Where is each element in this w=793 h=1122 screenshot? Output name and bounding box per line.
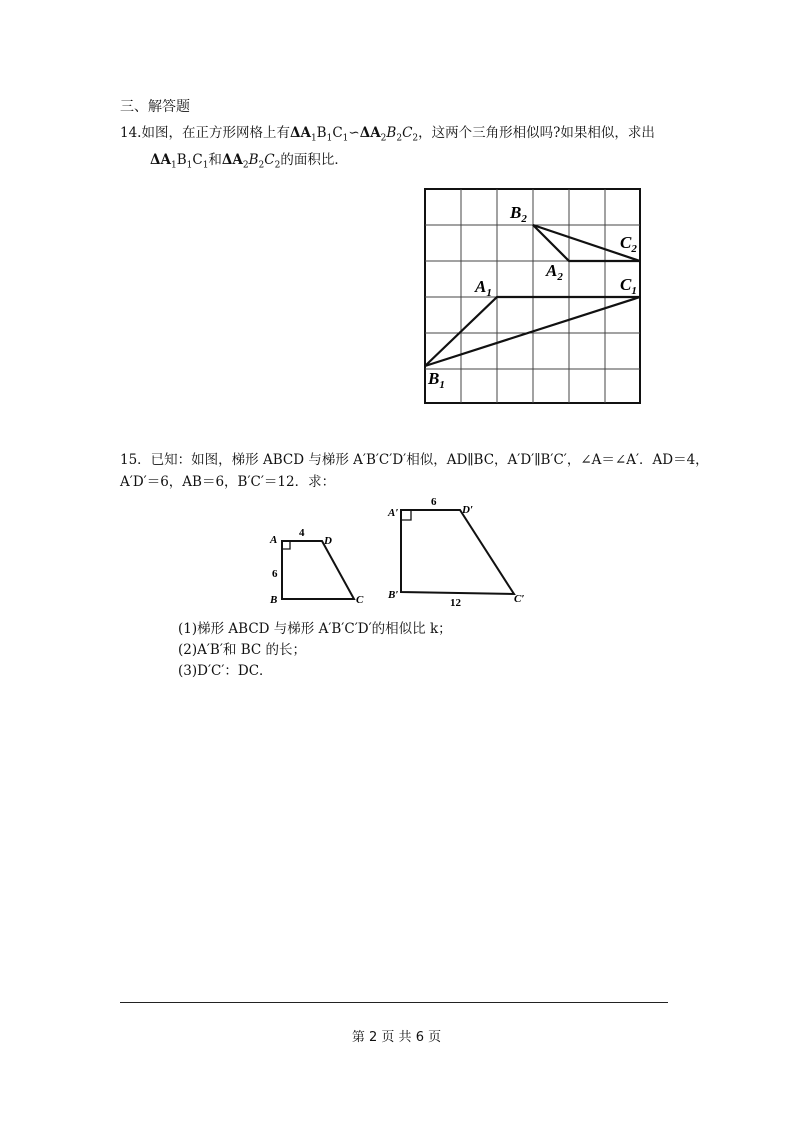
right-angle-mark-large <box>401 510 411 520</box>
small-trapezoid-figure <box>262 522 372 608</box>
label-c1: $C_1$ <box>620 275 637 297</box>
trapezoid-a-prime <box>401 510 514 594</box>
grid-figure <box>420 184 646 408</box>
small-label-b: B <box>270 594 278 606</box>
q14-tri1: ΔA <box>289 125 311 141</box>
q14-sub: 1 <box>342 133 349 144</box>
q14-suffix: ，这两个三角形相似吗?如果相似，求出 <box>418 125 655 141</box>
q14-line1 <box>120 123 655 149</box>
q14-sub: 2 <box>412 133 419 144</box>
q14-sub: 2 <box>242 160 249 171</box>
q14-sub: 2 <box>258 160 265 171</box>
label-a1: $A_1$ <box>475 277 492 299</box>
q14-prefix: 14.如图，在正方形网格上有 <box>120 125 290 141</box>
q14-sub: 1 <box>326 133 333 144</box>
large-trapezoid-figure <box>384 494 534 610</box>
q14-tri2-c: C <box>402 125 413 141</box>
small-top-length: 4 <box>299 527 305 539</box>
q14-l2-c: C <box>192 152 203 168</box>
q14-sub: 1 <box>202 160 209 171</box>
q14-tri1-c: C <box>332 125 343 141</box>
right-angle-mark <box>282 541 290 549</box>
small-label-d: D <box>324 535 332 547</box>
q14-l2-b2: B <box>248 152 259 168</box>
q14-sub: 1 <box>170 160 177 171</box>
section-title: 三、解答题 <box>120 99 190 115</box>
q15-line1: 15．已知：如图，梯形 ABCD 与梯形 A′B′C′D′相似，AD∥BC，A′D′∥B′C′，∠A＝∠A′．AD＝4， <box>120 452 709 468</box>
small-label-c: C <box>356 594 364 606</box>
label-c2: $C_2$ <box>620 233 637 255</box>
similar-sign: ∽ <box>348 125 360 141</box>
large-label-c: C′ <box>514 593 525 605</box>
q14-and: 和 <box>208 152 222 168</box>
large-top-length: 6 <box>431 496 437 508</box>
small-left-length: 6 <box>272 568 278 580</box>
large-label-d: D′ <box>462 504 474 516</box>
q14-tri2-b: B <box>386 125 397 141</box>
q14-l2-b: B <box>176 152 187 168</box>
small-label-a: A <box>270 534 278 546</box>
q14-sub: 2 <box>380 133 387 144</box>
trapezoid-abcd <box>282 541 354 599</box>
label-b2: $B_2$ <box>510 203 527 225</box>
q14-tri2: ΔA <box>359 125 381 141</box>
q15-line2: A′D′＝6，AB＝6，B′C′＝12．求： <box>120 474 336 490</box>
q14-line2 <box>150 150 348 176</box>
q15-part-1: (1)梯形 ABCD 与梯形 A′B′C′D′的相似比 k； <box>178 621 452 637</box>
q14-sub: 2 <box>396 133 403 144</box>
label-b1: $B_1$ <box>428 369 445 391</box>
q14-l2-suffix: 的面积比． <box>280 152 348 168</box>
q15-part-2: (2)A′B′和 BC 的长； <box>178 642 307 658</box>
q14-sub: 1 <box>186 160 193 171</box>
q14-sub: 2 <box>274 160 281 171</box>
q14-l2-c2: C <box>264 152 275 168</box>
q14-sub: 1 <box>310 133 317 144</box>
page-footer: 第 2 页 共 6 页 <box>351 1030 442 1045</box>
q14-l2-tri2: ΔA <box>221 152 243 168</box>
large-label-a: A′ <box>388 507 399 519</box>
q15-part-3: (3)D′C′：DC． <box>178 663 273 679</box>
footer-rule <box>120 1002 668 1003</box>
label-a2: $A_2$ <box>546 261 563 283</box>
q14-l2-tri1: ΔA <box>150 152 171 168</box>
large-bottom-length: 12 <box>450 597 461 609</box>
q14-tri1-b: B <box>316 125 327 141</box>
large-label-b: B′ <box>388 589 399 601</box>
